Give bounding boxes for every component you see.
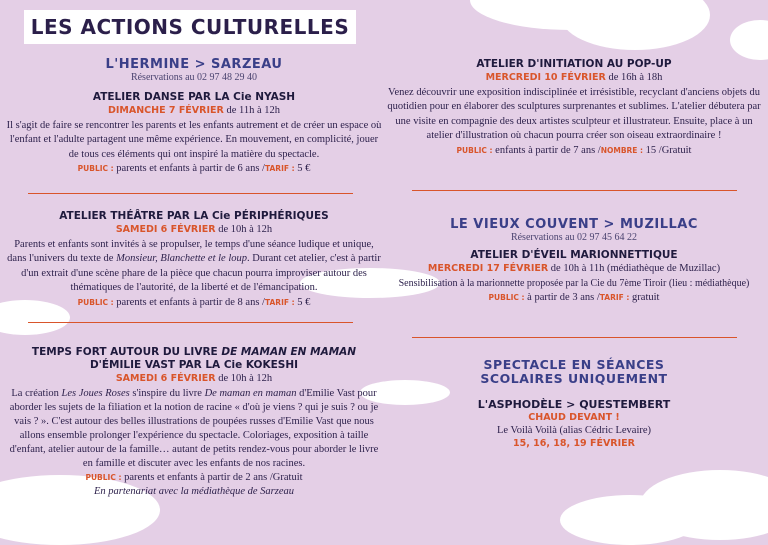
popup-nombre-label: NOMBRE : xyxy=(600,145,644,155)
couvent-tarif: gratuit xyxy=(629,292,660,303)
temps-fort-title-prefix: TEMPS FORT AUTOUR DU LIVRE xyxy=(31,346,222,358)
scolaires-venue: L'ASPHODÈLE > QUESTEMBERT xyxy=(477,398,671,411)
atelier-theatre-time: de 10h à 12h xyxy=(215,224,273,235)
temps-fort-work-1: Les Joues Roses xyxy=(61,387,130,399)
temps-fort-text-1: La création xyxy=(11,387,62,399)
atelier-theatre-date: SAMEDI 6 FÉVRIER xyxy=(115,224,216,235)
couvent-public: à partir de 3 ans / xyxy=(524,292,600,303)
temps-fort-text-3: d'Emilie Vast pour aborder les sujets de la filiation et la notion de racine « d'où je viens ? qui je suis ? ou je vais ? ». C'est autour des belles illustrations de poupées russes d'Emilie Vast que nous allons ensemble prolonger l'expérience du spectacle. Coloriages, exposition à taille d'enfant, atelier autour de la famille… autant de petits rendez-vous pour aborder le livre en famille et discuter avec les enfants de nos racines. xyxy=(9,387,379,469)
couvent-time: de 10h à 11h (médiathèque de Muzillac) xyxy=(548,263,721,274)
atelier-theatre-work: Monsieur, Blanchette et le loup xyxy=(116,253,248,264)
popup-nombre: 15 /Gratuit xyxy=(643,144,692,156)
couvent-tarif-label: TARIF : xyxy=(599,293,630,302)
separator xyxy=(28,193,353,194)
atelier-danse-title: ATELIER DANSE PAR LA Cie NYASH xyxy=(92,91,296,103)
atelier-theatre-tarif: 5 € xyxy=(294,296,311,308)
atelier-theatre-title: ATELIER THÉÂTRE PAR LA Cie PÉRIPHÉRIQUES xyxy=(59,210,329,222)
couvent-venue: LE VIEUX COUVENT > MUZILLAC xyxy=(450,217,698,232)
atelier-danse xyxy=(6,91,382,177)
temps-fort-text-2: s'inspire du livre xyxy=(129,387,205,399)
couvent-section xyxy=(386,217,762,306)
popup-text: Venez découvrir une exposition indisciplinée et irrésistible, recyclant d'anciens objets du quotidien pour en élaborer des sculptures surprenantes et sublimes. L'atelier débutera par une visite en compagnie des deux artistes sculpteur et illustrateur. Ensuite, place à un atelier d'illustration où chacun pourra créer son oiseau extraordinaire ! xyxy=(387,86,761,141)
separator xyxy=(28,322,353,323)
atelier-danse-public-label: PUBLIC : xyxy=(77,164,114,173)
atelier-danse-text: Il s'agit de faire se rencontrer les parents et les enfants autrement et de créer un espace où l'enfant et l'adulte partagent une même expérience. En mouvement, en complicité, jouer de tous ces éléments qui ont inspiré la matière du spectacle. xyxy=(6,119,382,160)
cloud-right-bottom-2 xyxy=(560,495,700,545)
temps-fort-time: de 10h à 12h xyxy=(215,373,273,384)
atelier-theatre-public-label: PUBLIC : xyxy=(77,297,114,307)
hermine-venue: L'HERMINE > SARZEAU xyxy=(105,57,283,72)
atelier-danse-date: DIMANCHE 7 FÉVRIER xyxy=(108,105,224,116)
couvent-reservation: Réservations au 02 97 45 64 22 xyxy=(510,232,638,243)
hermine-reservation: Réservations au 02 97 48 29 40 xyxy=(130,72,258,83)
atelier-theatre-text xyxy=(6,238,382,296)
popup-section xyxy=(386,58,762,158)
temps-fort-public: parents et enfants à partir de 2 ans /Gratuit xyxy=(121,471,303,483)
atelier-theatre-text-1: Parents et enfants sont invités à se propulser, le temps d'une séance ludique et unique, dans l'univers du texte de xyxy=(7,238,374,264)
couvent-title: ATELIER D'ÉVEIL MARIONNETTIQUE xyxy=(470,249,678,261)
scolaires-section xyxy=(386,358,762,450)
separator xyxy=(412,190,737,191)
title-banner xyxy=(24,10,356,44)
scolaires-dates: 15, 16, 18, 19 FÉVRIER xyxy=(513,438,635,449)
temps-fort-work-2: De maman en maman xyxy=(204,387,297,399)
atelier-danse-time: de 11h à 12h xyxy=(223,105,280,116)
temps-fort-text xyxy=(6,387,382,471)
temps-fort-public-label: PUBLIC : xyxy=(85,472,122,482)
atelier-danse-public: parents et enfants à partir de 6 ans / xyxy=(113,163,265,174)
atelier-theatre-tarif-label: TARIF : xyxy=(264,297,295,307)
scolaires-title-2: SCOLAIRES UNIQUEMENT xyxy=(480,371,668,386)
scolaires-show: CHAUD DEVANT ! xyxy=(528,412,620,423)
popup-date: MERCREDI 10 FÉVRIER xyxy=(485,72,606,83)
hermine-section xyxy=(6,57,382,177)
cloud-right-edge xyxy=(730,20,768,60)
popup-public: enfants à partir de 7 ans / xyxy=(492,144,601,156)
scolaires-company: Le Voilà Voilà (alias Cédric Levaire) xyxy=(496,425,652,436)
temps-fort-title-2: D'ÉMILIE VAST PAR LA Cie KOKESHI xyxy=(89,359,299,371)
couvent-text: Sensibilisation à la marionnette proposée par la Cie du 7ème Tiroir (lieu : médiathèque) xyxy=(398,277,750,289)
popup-title: ATELIER D'INITIATION AU POP-UP xyxy=(476,58,672,70)
temps-fort-title-1 xyxy=(6,346,382,359)
scolaires-title-1: SPECTACLE EN SÉANCES xyxy=(483,357,665,372)
atelier-theatre-text-2: . Durant cet atelier, c'est à partir d'un extrait d'une scène phare de la pièce que chacun pourra improviser autour des thématiques de l'autorité, de la liberté et de l'émancipation. xyxy=(21,253,381,293)
couvent-date: MERCREDI 17 FÉVRIER xyxy=(427,263,549,274)
temps-fort-title-book: DE MAMAN EN MAMAN xyxy=(221,346,357,358)
atelier-danse-tarif-label: TARIF : xyxy=(264,164,295,173)
atelier-theatre-public: parents et enfants à partir de 8 ans / xyxy=(113,296,265,308)
couvent-public-label: PUBLIC : xyxy=(488,293,525,302)
atelier-theatre xyxy=(6,210,382,310)
cloud-top-right-2 xyxy=(560,0,710,50)
separator xyxy=(412,337,737,338)
page-title: LES ACTIONS CULTURELLES xyxy=(30,15,350,39)
temps-fort-note: En partenariat avec la médiathèque de Sarzeau xyxy=(93,486,295,497)
temps-fort xyxy=(6,346,382,500)
atelier-danse-tarif: 5 € xyxy=(294,163,311,174)
temps-fort-date: SAMEDI 6 FÉVRIER xyxy=(115,373,216,384)
popup-time: de 16h à 18h xyxy=(605,72,663,83)
popup-public-label: PUBLIC : xyxy=(456,145,493,155)
